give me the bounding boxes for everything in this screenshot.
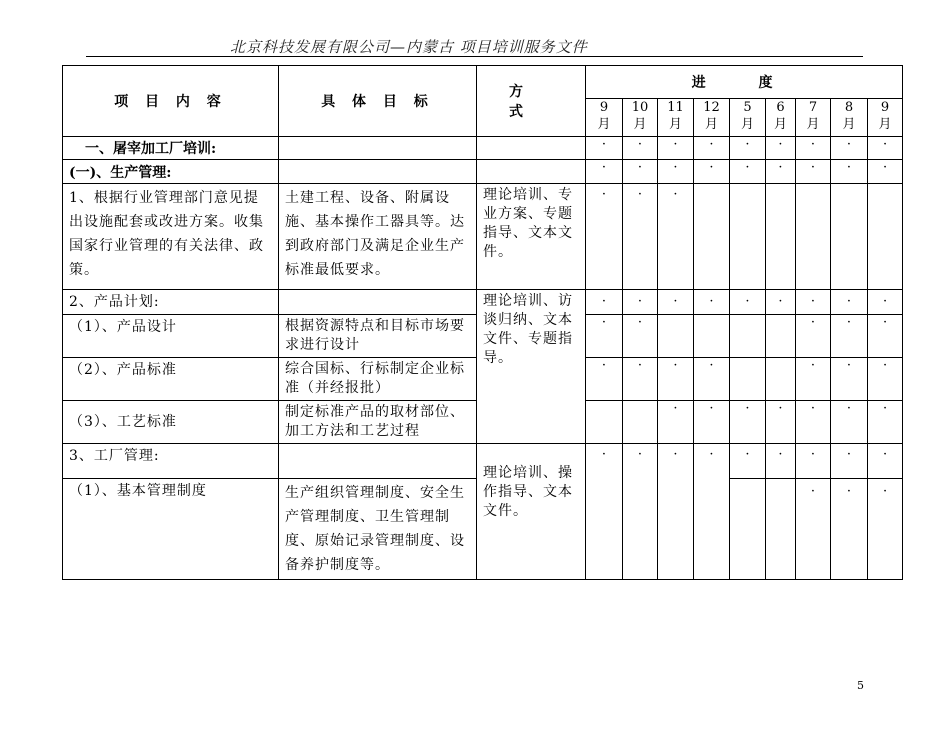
progress-dot: ·	[658, 137, 694, 160]
progress-dot: ·	[586, 444, 623, 580]
progress-dot: ·	[586, 160, 623, 184]
progress-dot: ·	[623, 137, 658, 160]
progress-dot: ·	[586, 358, 623, 401]
progress-dot: ·	[796, 160, 831, 184]
table-row-goal: 根据资源特点和目标市场要求进行设计	[279, 315, 477, 358]
progress-dot: ·	[796, 444, 831, 479]
header-item-content: 项 目 内 容	[63, 66, 279, 137]
progress-dot: ·	[796, 315, 831, 358]
progress-dot: ·	[796, 479, 831, 580]
progress-dot: ·	[868, 315, 903, 358]
progress-dot: ·	[831, 290, 868, 315]
progress-dot: ·	[766, 290, 796, 315]
month-cell: 12 月	[694, 99, 730, 137]
progress-dot: ·	[658, 444, 694, 580]
document-header: 北京科技发展有限公司—内蒙古 项目培训服务文件	[230, 38, 588, 56]
month-cell: 7 月	[796, 99, 831, 137]
progress-dot: ·	[694, 290, 730, 315]
progress-dot: ·	[658, 184, 694, 290]
progress-dot: ·	[831, 315, 868, 358]
progress-dot: ·	[623, 160, 658, 184]
progress-dot: ·	[796, 401, 831, 444]
month-cell: 6 月	[766, 99, 796, 137]
header-progress: 进 度	[586, 66, 903, 99]
progress-dot: ·	[586, 137, 623, 160]
header-method: 方 式	[477, 66, 586, 137]
progress-dot: ·	[623, 184, 658, 290]
table-row-item: 3、工厂管理:	[63, 444, 279, 479]
progress-dot: ·	[586, 290, 623, 315]
training-schedule-table	[62, 65, 903, 580]
progress-dot: ·	[694, 137, 730, 160]
header-goal: 具 体 目 标	[279, 66, 477, 137]
progress-dot: ·	[730, 401, 766, 444]
progress-dot: ·	[868, 479, 903, 580]
progress-dot: ·	[868, 444, 903, 479]
progress-dot: ·	[796, 358, 831, 401]
progress-dot: ·	[694, 358, 730, 401]
table-row-item: （3）、工艺标准	[63, 401, 279, 444]
table-row-item: （1）、基本管理制度	[63, 479, 279, 580]
progress-dot: ·	[730, 290, 766, 315]
table-row-goal: 生产组织管理制度、安全生产管理制度、卫生管理制度、原始记录管理制度、设备养护制度等。	[279, 479, 477, 580]
progress-dot: ·	[623, 290, 658, 315]
month-cell: 10 月	[623, 99, 658, 137]
progress-dot: ·	[796, 290, 831, 315]
month-cell: 5 月	[730, 99, 766, 137]
progress-dot: ·	[658, 358, 694, 401]
progress-dot: ·	[623, 444, 658, 580]
progress-dot: ·	[694, 401, 730, 444]
progress-dot: ·	[766, 137, 796, 160]
progress-dot: ·	[730, 444, 766, 479]
table-row-item: （2）、产品标准	[63, 358, 279, 401]
table-row-method: 理论培训、专业方案、专题指导、文本文件。	[477, 184, 586, 290]
progress-dot: ·	[868, 290, 903, 315]
progress-dot: ·	[868, 137, 903, 160]
month-cell: 9 月	[586, 99, 623, 137]
month-cell: 9 月	[868, 99, 903, 137]
progress-dot: ·	[766, 160, 796, 184]
page-number: 5	[857, 679, 864, 692]
progress-dot: ·	[766, 401, 796, 444]
progress-dot: ·	[623, 315, 658, 358]
progress-dot: ·	[586, 184, 623, 290]
month-cell: 8 月	[831, 99, 868, 137]
progress-dot: ·	[658, 160, 694, 184]
month-cell: 11 月	[658, 99, 694, 137]
progress-dot: ·	[868, 401, 903, 444]
progress-dot: ·	[831, 479, 868, 580]
header-rule	[86, 56, 863, 57]
progress-dot: ·	[694, 160, 730, 184]
table-row-method: 理论培训、访谈归纳、文本文件、专题指导。	[477, 290, 586, 444]
progress-dot: ·	[831, 160, 868, 184]
progress-dot: ·	[868, 358, 903, 401]
progress-dot: ·	[796, 137, 831, 160]
progress-dot: ·	[730, 137, 766, 160]
table-row-method: 理论培训、操作指导、文本文件。	[477, 444, 586, 580]
table-row-goal: 综合国标、行标制定企业标准（并经报批）	[279, 358, 477, 401]
progress-dot: ·	[831, 444, 868, 479]
progress-dot: ·	[658, 290, 694, 315]
table-row-item: 2、产品计划:	[63, 290, 279, 315]
section-title: 一、屠宰加工厂培训:	[63, 137, 279, 160]
progress-dot: ·	[831, 137, 868, 160]
table-row-item: （1）、产品设计	[63, 315, 279, 358]
subsection-title: (一)、生产管理:	[63, 160, 279, 184]
progress-dot: ·	[623, 358, 658, 401]
progress-dot: ·	[766, 444, 796, 479]
progress-dot: ·	[868, 160, 903, 184]
table-row-item: 1、根据行业管理部门意见提出设施配套或改进方案。收集国家行业管理的有关法律、政策。	[63, 184, 279, 290]
table-row-goal: 土建工程、设备、附属设施、基本操作工器具等。达到政府部门及满足企业生产标准最低要求。	[279, 184, 477, 290]
progress-dot: ·	[831, 401, 868, 444]
progress-dot: ·	[831, 358, 868, 401]
progress-dot: ·	[658, 401, 694, 444]
progress-dot: ·	[586, 315, 623, 358]
progress-dot: ·	[694, 444, 730, 580]
progress-dot: ·	[730, 160, 766, 184]
table-row-goal: 制定标准产品的取材部位、加工方法和工艺过程	[279, 401, 477, 444]
